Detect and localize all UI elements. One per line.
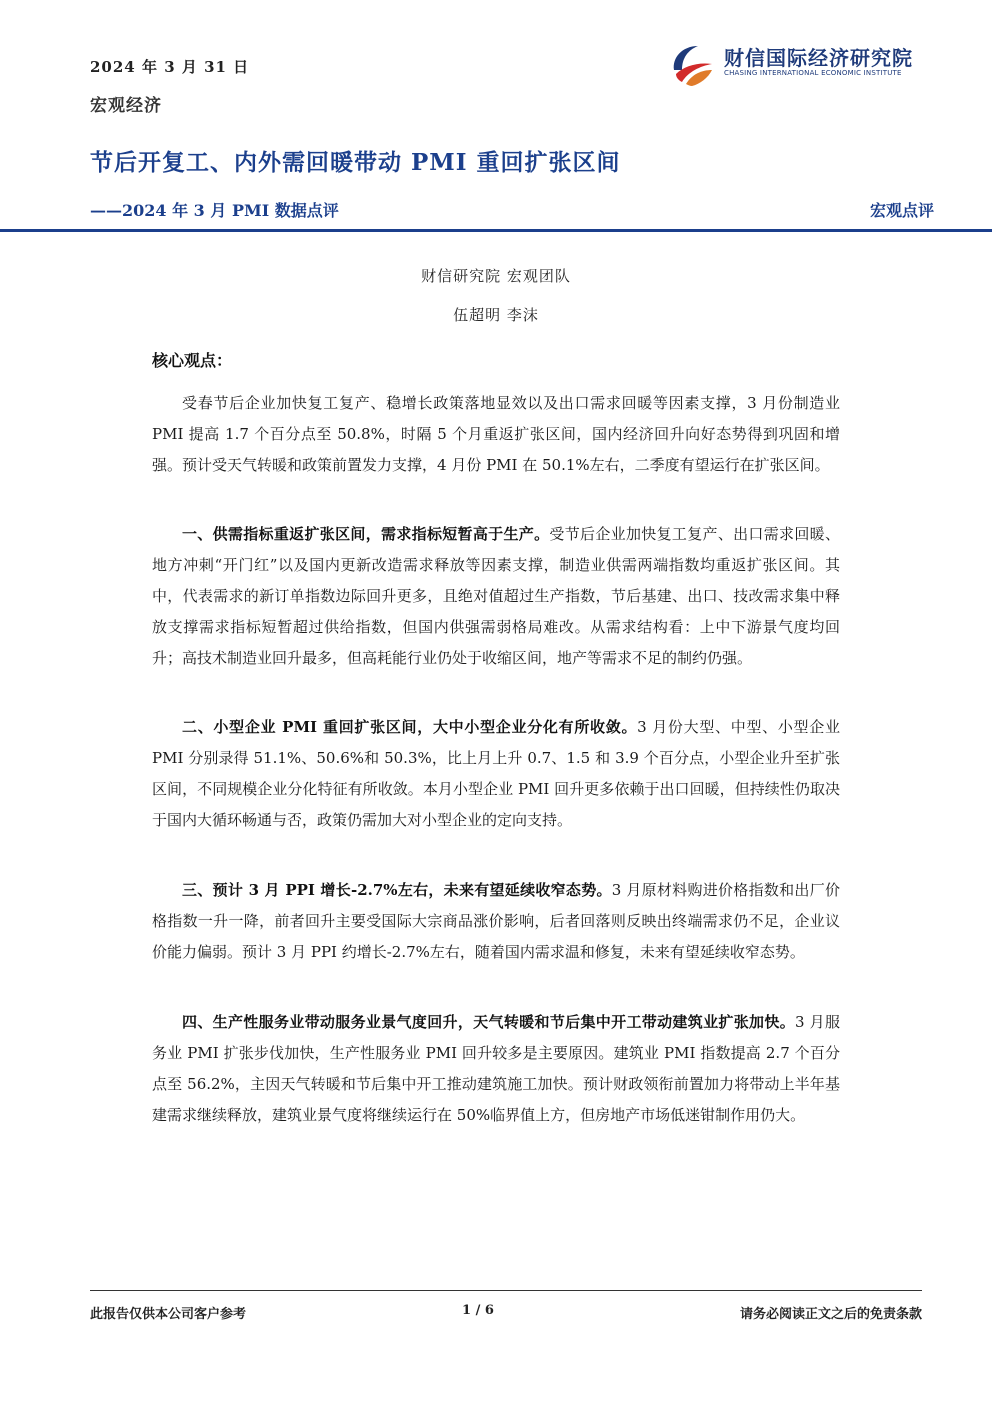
paragraph-lead: 四、生产性服务业带动服务业景气度回升，天气转暖和节后集中开工带动建筑业扩张加快。 <box>182 1013 796 1031</box>
paragraph-lead: 三、预计 3 月 PPI 增长-2.7%左右，未来有望延续收窄态势。 <box>182 881 612 899</box>
report-header <box>90 56 249 116</box>
paragraph-supply-demand <box>152 519 840 674</box>
report-category: 宏观经济 <box>90 96 162 116</box>
paragraph-summary <box>152 388 840 481</box>
paragraph-text: 3 月服务业 PMI 扩张步伐加快，生产性服务业 PMI 回升较多是主要原因。建筑业 PMI 指数提高 2.7 个百分点至 56.2%，主因天气转暖和节后集中开工推动建筑施工加快。预计财政领衔前置加力将带动上半年基建需求继续释放，建筑业景气度将继续运行在 50%临界值上方，但房地产市场低迷钳制作用仍大。 <box>152 1013 840 1124</box>
paragraph-lead: 二、小型企业 PMI 重回扩张区间，大中小型企业分化有所收敛。 <box>182 718 638 736</box>
author-names: 伍超明 李沫 <box>453 306 539 324</box>
logo-chinese-name: 财信国际经济研究院 <box>724 46 913 70</box>
logo-english-name: CHASING INTERNATIONAL ECONOMIC INSTITUTE <box>724 69 902 77</box>
report-type: 宏观点评 <box>869 201 934 220</box>
footer-divider <box>90 1290 922 1291</box>
institute-logo <box>668 38 938 88</box>
report-date: 2024 年 3 月 31 日 <box>90 58 250 76</box>
paragraph-services-construction <box>152 1007 840 1131</box>
paragraph-ppi <box>152 875 840 968</box>
footer-disclaimer-note: 此报告仅供本公司客户参考 <box>90 1307 247 1322</box>
paragraph-text: 受春节后企业加快复工复产、稳增长政策落地显效以及出口需求回暖等因素支撑，3 月份制造业 PMI 提高 1.7 个百分点至 50.8%，时隔 5 个月重返扩张区间，国内经济回升向好态势得到巩固和增强。预计受天气转暖和政策前置发力支撑，4 月份 PMI 在 50.1%左右，二季度有望运行在扩张区间。 <box>152 394 840 474</box>
paragraph-text: 3 月原材料购进价格指数和出厂价格指数一升一降，前者回升主要受国际大宗商品涨价影响，后者回落则反映出终端需求仍不足，企业议价能力偏弱。预计 3 月 PPI 约增长-2.7%左右，随着国内需求温和修复，未来有望延续收窄态势。 <box>152 881 840 961</box>
paragraph-text: 受节后企业加快复工复产、出口需求回暖、地方冲刺“开门红”以及国内更新改造需求释放等因素支撑，制造业供需两端指数均重返扩张区间。其中，代表需求的新订单指数边际回升更多，且绝对值超过生产指数，节后基建、出口、技改需求集中释放支撑需求指标短暂超过供给指数，但国内供强需弱格局难改。从需求结构看：上中下游景气度均回升；高技术制造业回升最多，但高耗能行业仍处于收缩区间，地产等需求不足的制约仍强。 <box>152 525 840 667</box>
paragraph-lead: 一、供需指标重返扩张区间，需求指标短暂高于生产。 <box>182 525 550 543</box>
author-organization: 财信研究院 宏观团队 <box>421 267 571 285</box>
globe-swoosh-icon <box>668 40 716 88</box>
header-divider <box>0 229 992 232</box>
paragraph-text: 3 月份大型、中型、小型企业 PMI 分别录得 51.1%、50.6%和 50.3%，比上月上升 0.7、1.5 和 3.9 个百分点，小型企业升至扩张区间，不同规模企业分化特征有所收敛。本月小型企业 PMI 回升更多依赖于出口回暖，但持续性仍取决于国内大循环畅通与否，政策仍需加大对小型企业的定向支持。 <box>152 718 840 829</box>
page-number: 1 / 6 <box>462 1303 494 1318</box>
paragraph-enterprise-size <box>152 712 840 836</box>
core-view-heading: 核心观点： <box>152 351 233 370</box>
footer-disclaimer-link: 请务必阅读正文之后的免责条款 <box>739 1307 922 1322</box>
report-title: 节后开复工、内外需回暖带动 PMI 重回扩张区间 <box>90 149 621 176</box>
report-subtitle: ——2024 年 3 月 PMI 数据点评 <box>90 201 339 220</box>
